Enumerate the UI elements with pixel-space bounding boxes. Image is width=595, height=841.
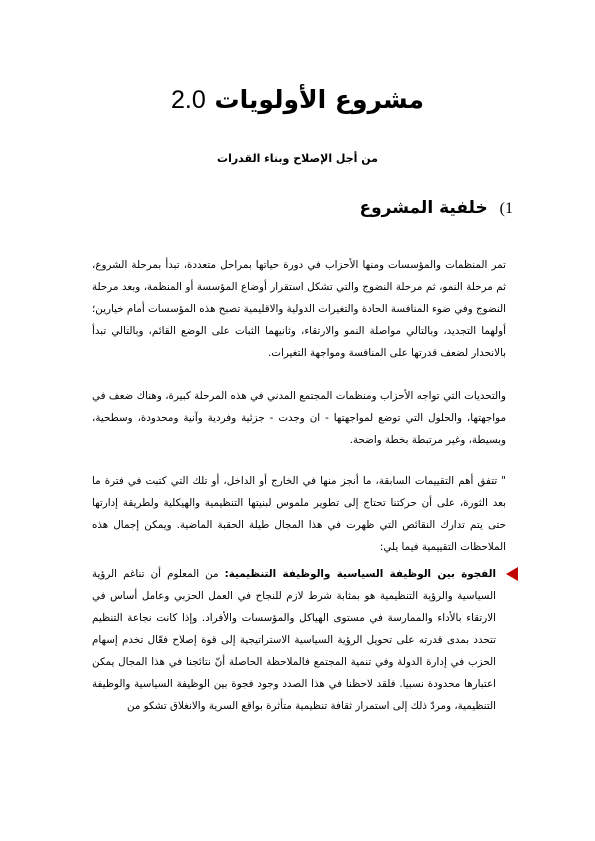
triangle-bullet-icon (506, 567, 518, 581)
section-heading (213, 196, 513, 221)
section-title: خلفية المشروع (359, 198, 488, 218)
paragraph-3: " تتفق أهم التقييمات السابقة، ما أنجز منها في الخارج أو الداخل، أو تلك التي كتبت في فترة ما بعد الثورة، على أن حركتنا تحتاج إلى تطوير ملموس لبنيتها التنظيمية والهيكلية ولطريقة إدارتها حتى يتم تدارك النقائص التي ظهرت في هذا المجال طيلة الحقبة الماضية. ويمكن إجمال هذه الملاحظات التقييمية فيما يلي: (92, 475, 506, 554)
bullet-body: من المعلوم أن تناغم الرؤية السياسية والرؤية التنظيمية هو بمثابة شرط لازم للنجاح في العمل الحزبي وعامل أساس في الارتقاء بالأداء والممارسة في مستوى الهياكل والمؤسسات والأفراد. وإذا كانت نجاعة التنظيم تتحدد بمدى قدرته على تحويل الرؤية السياسية الاستراتيجية إلى قوة إصلاح فعّال تخدم إسهام الحزب في إدارة الدولة وفي تنمية المجتمع فالملاحظة الحاصلة أنّ نتائجنا في هذا المجال يمكن اعتبارها محدودة نسبيا. فلقد لاحظنا في هذا الصدد وجود فجوة بين الوظيفة السياسية والوظيفة التنظيمية، ومردّ ذلك إلى استمرار ثقافة تنظيمية متأثرة بواقع السرية والانغلاق تشكو من (92, 568, 496, 712)
document-title (60, 84, 535, 116)
paragraph-2: والتحديات التي تواجه الأحزاب ومنظمات المجتمع المدني في هذه المرحلة كبيرة، وهناك ضعف في مواجهتها، والحلول التي توضع لمواجهتها - ان وجدت - جزئية وفردية وآنية ومحدودة، وسطحية، وبسيطة، وغير مرتبطة بخطة واضحة. (92, 390, 506, 447)
section-number: 1) (499, 200, 513, 217)
bullet-heading: الفجوة بين الوظيفة السياسية والوظيفة التنظيمية (228, 568, 496, 580)
title-version: 2.0 (171, 86, 206, 114)
paragraph-1: تمر المنظمات والمؤسسات ومنها الأحزاب في دورة حياتها بمراحل متعددة، تبدأ بمرحلة الشروع، ثم مرحلة النمو، ثم مرحلة النضوج والتي تشكل استقرار أوضاع المؤسسة أو المنظمة، وبعد مرحلة النضوج وفي ضوء المنافسة الحادة والتغيرات الدولية والاقليمية تصبح هذه المؤسسات أمام خيارين؛ أولهما التجديد، وبالتالي مواصلة النمو والارتقاء، وثانيهما الثبات على الوضع القائم، وبالتالي تبدأ بالانحدار لضعف قدرتها على المنافسة ومواجهة التغيرات. (92, 259, 506, 360)
document-subtitle: من أجل الإصلاح وبناء القدرات (217, 152, 378, 165)
bullet-text (92, 563, 496, 717)
title-text: مشروع الأولويات (214, 85, 424, 114)
bullet-colon: : (224, 568, 229, 580)
